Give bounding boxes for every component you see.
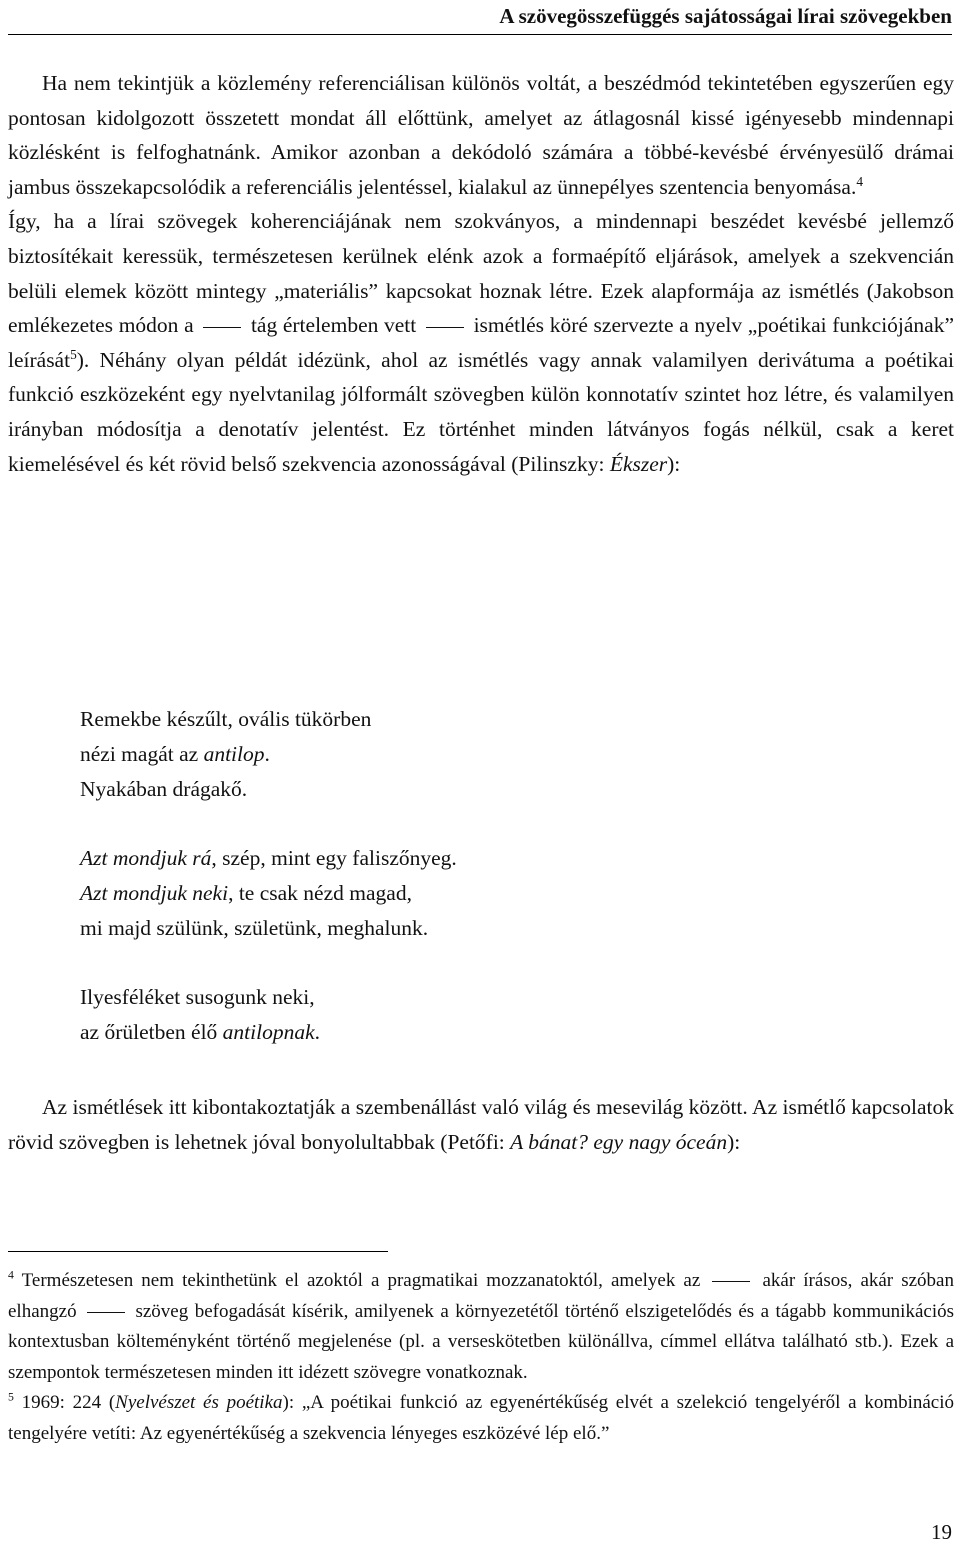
poem-line: Nyakában drágakő. bbox=[80, 777, 248, 801]
paragraph-2-text-a: Így, ha a lírai szövegek koherenciájának nem szokványos, a mindennapi beszédet kevésbé jellemző biztosítékait keressük, természetesen kerülnek elénk azok a formaépítő eljárások, amelyek a szekvencián belüli elemek között mintegy „materiális” kapcsokat hoznak létre. Ezek alapformája az ismétlés (Jakobson emlékezetes módon a bbox=[8, 209, 954, 338]
paragraph-1 bbox=[8, 66, 954, 204]
paragraph-3-end: ): bbox=[727, 1129, 741, 1154]
footnote-number: 4 bbox=[8, 1268, 14, 1282]
poem-text: az őrületben élő bbox=[80, 1020, 218, 1044]
footnote-ref-4[interactable]: 4 bbox=[856, 173, 863, 189]
paragraph-2-text-d: ). Néhány olyan példát idézünk, ahol az ismétlés vagy annak valamilyen derivátuma a poétikai funkció eszközeként egy nyelvtanilag jólformált szövegben külön konnotatív szintet hoz létre, és valamilyen irányban módosítja a denotatív jelentést. Ez történhet minden látványos fogás nélkül, csak a keret kiemelésével és két rövid belső szekvencia azonosságával (Pilinszky: bbox=[8, 347, 954, 476]
header-rule bbox=[8, 34, 952, 35]
poem-text: . bbox=[314, 1020, 321, 1044]
poem-text: . bbox=[264, 742, 270, 766]
footnote-text: ): „A poétikai funkció az egyenértékűség elvét a szelekció tengelyéről a kombináció tengelyére vetíti: Az egyenértékűség a szekvencia lényeges eszközévé lép elő.” bbox=[8, 1392, 955, 1444]
paragraph-2-text-c: ismétlés köré szervezte a nyelv „poétikai funkciójának” leírását bbox=[8, 313, 955, 372]
work-title-ekszer: Ékszer bbox=[609, 451, 668, 476]
running-head: A szövegösszefüggés sajátosságai lírai szövegekben bbox=[499, 4, 952, 28]
poem-line: Remekbe készűlt, ovális tükörben bbox=[80, 707, 372, 731]
poem-text: nézi magát az bbox=[80, 742, 199, 766]
poem-line bbox=[80, 1015, 457, 1050]
poem-text: , szép, mint egy faliszőnyeg. bbox=[211, 846, 457, 870]
paragraph-2 bbox=[8, 204, 954, 481]
paragraph-3-text: Az ismétlések itt kibontakoztatják a szembenállást való világ és mesevilág között. Az ismétlő kapcsolatok rövid szövegben is lehetnek jóval bonyolultabbak (Petőfi: bbox=[8, 1095, 954, 1154]
poem-line bbox=[80, 841, 457, 876]
footnote-text: szöveg befogadását kísérik, amilyenek a környezetétől történő elszigetelődés és a tágabb kommunikációs kontextusban költeményként történő megjelenése (pl. a verseskötetben különállva, címmel ellátva található stb.). Ezek a szempontok természetesen minden itt idézett szövegre vonatkoznak. bbox=[8, 1300, 955, 1383]
footnote-text: 1969: 224 ( bbox=[21, 1392, 116, 1413]
footnote-text: akár írásos, akár szóban elhangzó bbox=[8, 1270, 954, 1322]
paragraph-3 bbox=[8, 1090, 954, 1159]
closing-text bbox=[8, 1090, 954, 1159]
em-dash bbox=[712, 1281, 750, 1282]
poem-emphasis: antilop bbox=[203, 742, 265, 766]
footnote-text: Természetesen nem tekinthetünk el azoktól a pragmatikai mozzanatoktól, amelyek az bbox=[21, 1270, 701, 1291]
poem-quote bbox=[80, 702, 457, 1084]
paragraph-1-text: Ha nem tekintjük a közlemény referenciálisan különös voltát, a beszédmód tekintetében egyszerűen egy pontosan kidolgozott összetett mondat áll előttünk, amelyet az átlagosnál kissé igényesebb mindennapi közlésként is felfoghatnánk. Amikor azonban a dekódoló számára a többé-kevésbé érvényesülő drámai jambus összekapcsolódik a referenciális jelentéssel, kialakul az ünnepélyes szentencia benyomása. bbox=[8, 71, 954, 199]
poem-stanza-1 bbox=[80, 702, 457, 807]
poem-stanza-2 bbox=[80, 841, 457, 946]
page-number: 19 bbox=[931, 1520, 952, 1544]
footnotes bbox=[8, 1266, 954, 1449]
footnote-ref-5[interactable]: 5 bbox=[70, 346, 77, 362]
em-dash bbox=[203, 327, 241, 328]
footnote-4 bbox=[8, 1266, 954, 1388]
footnote-5 bbox=[8, 1388, 954, 1449]
paragraph-2-text-e: ): bbox=[667, 451, 681, 476]
cited-title: Nyelvészet és poétika bbox=[115, 1392, 283, 1413]
em-dash bbox=[426, 327, 464, 328]
poem-line bbox=[80, 737, 457, 772]
poem-text: , te csak nézd magad, bbox=[228, 881, 412, 905]
footnote-number: 5 bbox=[8, 1390, 14, 1404]
poem-line bbox=[80, 876, 457, 911]
poem-emphasis: antilopnak bbox=[222, 1020, 315, 1044]
paragraph-2-text-b: tág értelemben vett bbox=[250, 313, 417, 338]
work-title-banat: A bánat? egy nagy óceán bbox=[510, 1129, 728, 1154]
poem-stanza-3 bbox=[80, 980, 457, 1050]
poem-emphasis: Azt mondjuk neki bbox=[80, 881, 229, 905]
poem-line: Ilyesféléket susogunk neki, bbox=[80, 985, 315, 1009]
em-dash bbox=[87, 1312, 125, 1313]
poem-line: mi majd szülünk, születünk, meghalunk. bbox=[80, 916, 429, 940]
main-text bbox=[8, 66, 954, 481]
poem-emphasis: Azt mondjuk rá bbox=[80, 846, 212, 870]
footnote-rule bbox=[8, 1251, 388, 1252]
